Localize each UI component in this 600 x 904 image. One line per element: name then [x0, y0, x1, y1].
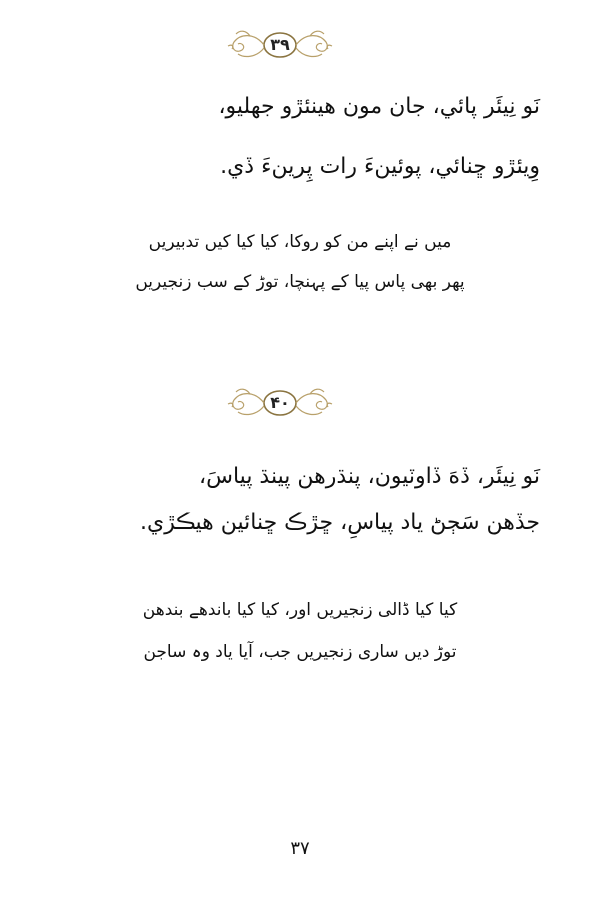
urdu-translation-line: میں نے اپنے من کو روکا، کیا کیا کیں تدبیریں	[148, 232, 452, 252]
page-number: ۳۷	[290, 838, 310, 859]
sindhi-verse-line: نَو نِيئَر، ڏهَ ڏاوٽيون، پنڌرهن پينڌ پياسَ،	[199, 464, 540, 489]
verse-number-ornament	[220, 22, 340, 68]
urdu-translation-line: توڑ دیں ساری زنجیریں جب، آیا یاد وہ ساجن	[143, 642, 457, 662]
sindhi-verse-line: وِيئڙو ڇنائي، پوئينءَ رات پِرينءَ ڏي.	[220, 154, 540, 179]
verse-number-ornament	[220, 380, 340, 426]
urdu-translation-line: پھر بھی پاس پیا کے پہنچا، توڑ کے سب زنجیریں	[135, 272, 465, 292]
verse-number: ۴۰	[270, 393, 290, 412]
urdu-translation-line: کیا کیا ڈالی زنجیریں اور، کیا کیا باندھے بندھن	[142, 600, 458, 620]
sindhi-verse-line: نَو نِيئَر پائي، جان مون هينئڙو جهليو،	[218, 94, 540, 119]
sindhi-verse-line: جڏهن سَڄڻ ياد پياسِ، ڇڙڪ ڇنائين هيڪڙي.	[140, 510, 540, 535]
verse-number: ۳۹	[270, 35, 290, 54]
